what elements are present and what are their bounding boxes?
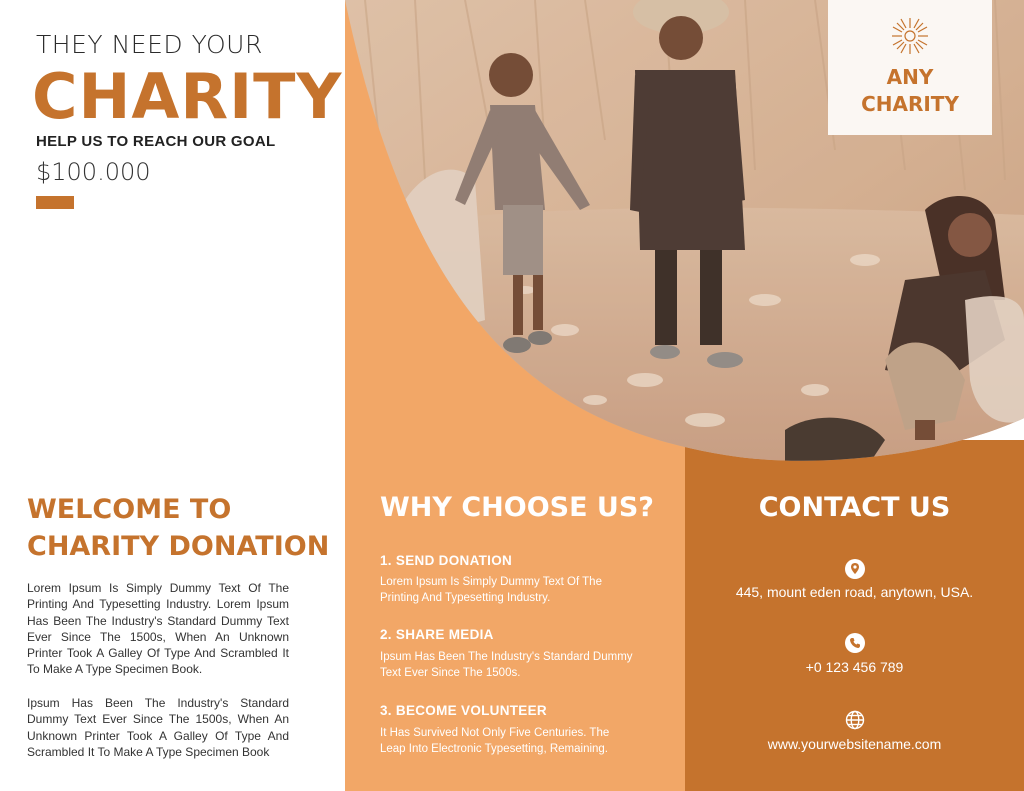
welcome-title-line2: CHARITY DONATION bbox=[27, 531, 330, 562]
contact-title: CONTACT US bbox=[758, 492, 951, 523]
welcome-paragraph-2: Ipsum Has Been The Industry's Standard Dummy Text Ever Since The 1500s, When An Unknown Printer Took A Galley Of Type And Scrambled It To Make A Type Specimen Book bbox=[27, 696, 289, 759]
main-title: CHARITY bbox=[32, 60, 343, 133]
logo-line2: CHARITY bbox=[861, 92, 959, 116]
welcome-title-line1: WELCOME TO bbox=[27, 494, 232, 525]
goal-text: HELP US TO REACH OUR GOAL bbox=[36, 133, 276, 150]
phone-icon bbox=[845, 633, 865, 653]
sun-burst-icon bbox=[890, 16, 930, 56]
accent-bar bbox=[36, 196, 74, 209]
why-title: WHY CHOOSE US? bbox=[380, 492, 654, 523]
contact-phone: +0 123 456 789 bbox=[805, 659, 904, 675]
location-pin-icon bbox=[845, 559, 865, 579]
goal-amount: $100.000 bbox=[36, 158, 151, 186]
logo-text bbox=[828, 64, 992, 118]
why-item-1-text: Lorem Ipsum Is Simply Dummy Text Of The Printing And Typesetting Industry. bbox=[380, 576, 602, 604]
contact-address: 445, mount eden road, anytown, USA. bbox=[735, 584, 974, 600]
logo-line1: ANY bbox=[886, 65, 934, 89]
globe-icon bbox=[845, 710, 865, 730]
welcome-paragraph-1: Lorem Ipsum Is Simply Dummy Text Of The Printing And Typesetting Industry. Lorem Ipsum Has Been The Industry's Standard Dummy Text Ever Since The 1500s, When An Unknown Printer Took A Galley Of Type And Scrambled It To Make A Type Specimen Book. bbox=[27, 581, 289, 677]
why-item-2-heading: 2. SHARE MEDIA bbox=[380, 627, 494, 642]
why-item-3-text: It Has Survived Not Only Five Centuries. The Leap Into Electronic Typesetting, Remaining. bbox=[380, 727, 610, 755]
why-item-1-heading: 1. SEND DONATION bbox=[380, 553, 513, 568]
why-item-3-heading: 3. BECOME VOLUNTEER bbox=[380, 703, 547, 718]
contact-website[interactable]: www.yourwebsitename.com bbox=[767, 736, 942, 752]
why-item-2-text: Ipsum Has Been The Industry's Standard Dummy Text Ever Since The 1500s. bbox=[380, 651, 633, 679]
pre-title: THEY NEED YOUR bbox=[36, 30, 263, 59]
welcome-title bbox=[27, 491, 337, 565]
